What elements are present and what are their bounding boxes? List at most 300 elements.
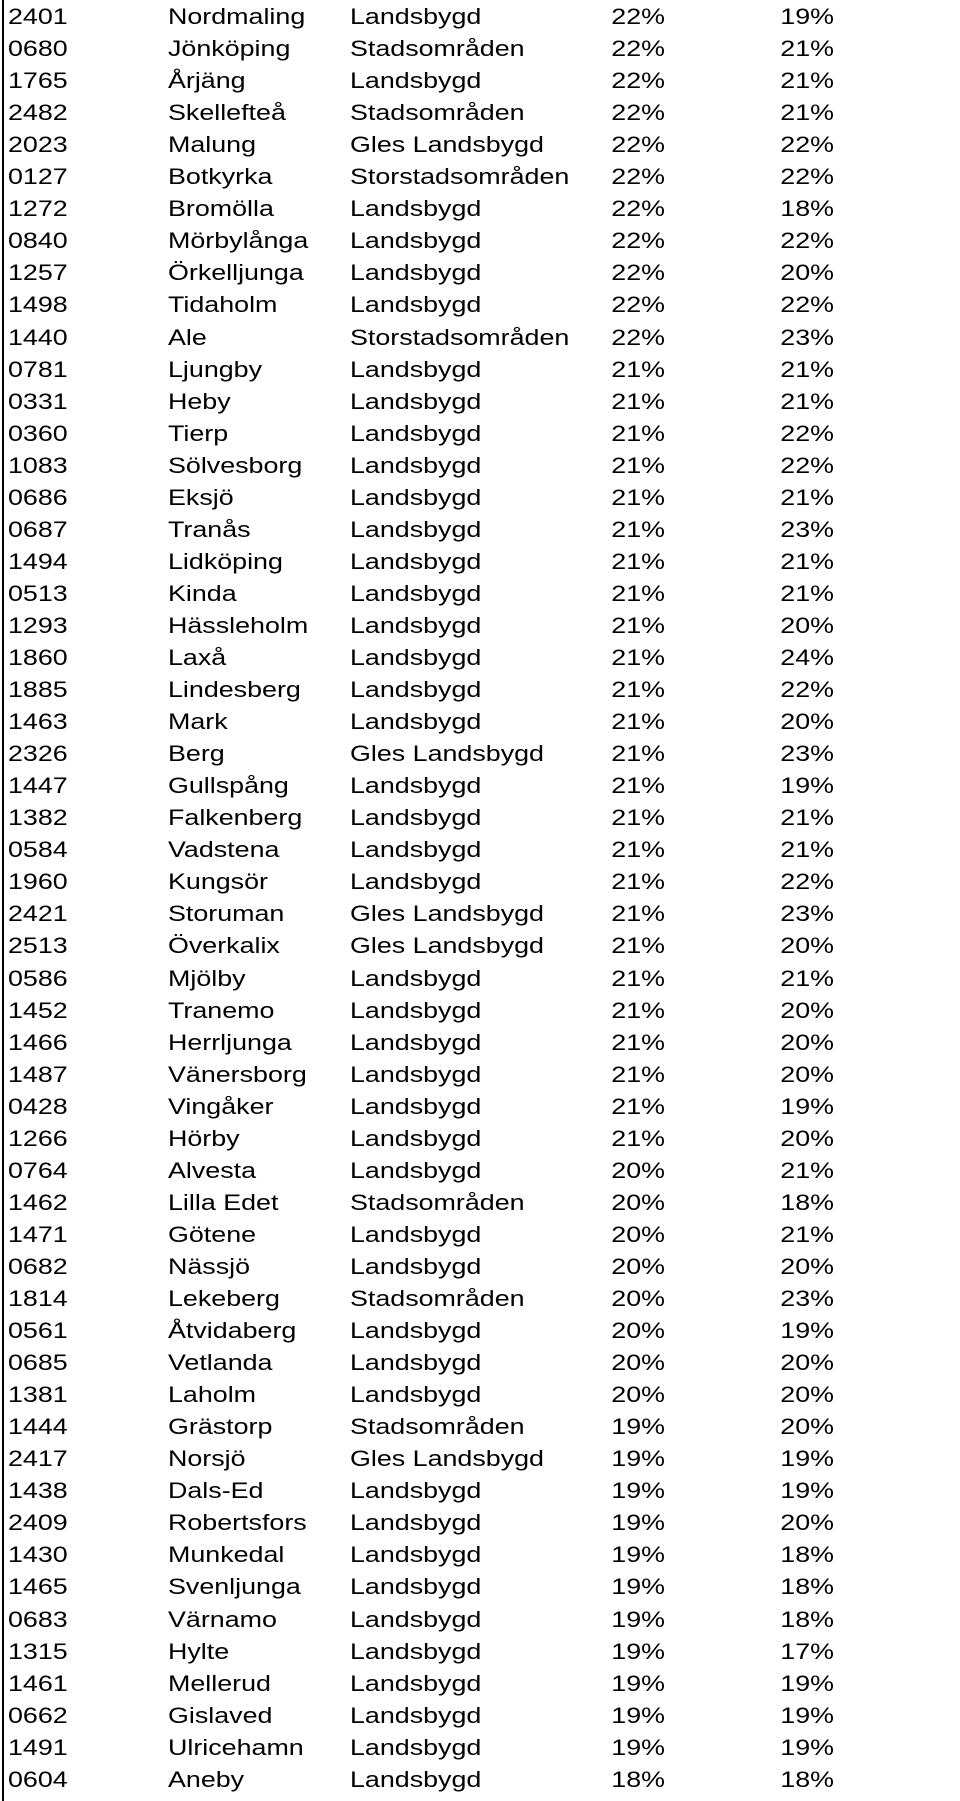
table-row (0, 1, 960, 33)
cell-area-type: Landsbygd (350, 1734, 482, 1760)
cell-code: 1885 (8, 677, 68, 703)
cell-percent-b: 19% (780, 1702, 834, 1728)
cell-percent-a: 20% (611, 1382, 665, 1408)
cell-code: 1462 (8, 1189, 68, 1215)
cell-code: 0360 (8, 420, 68, 446)
cell-percent-b: 18% (780, 1606, 834, 1632)
cell-municipality: Gislaved (168, 1702, 273, 1728)
cell-area-type: Landsbygd (350, 68, 482, 94)
cell-code: 1447 (8, 773, 68, 799)
cell-percent-b: 18% (780, 1542, 834, 1568)
cell-area-type: Gles Landsbygd (350, 1446, 544, 1472)
cell-code: 2023 (8, 132, 68, 158)
cell-percent-b: 21% (780, 580, 834, 606)
cell-code: 1083 (8, 452, 68, 478)
cell-percent-b: 23% (780, 516, 834, 542)
cell-code: 2482 (8, 100, 68, 126)
cell-percent-a: 21% (611, 645, 665, 670)
cell-municipality: Mörbylånga (168, 228, 309, 254)
cell-code: 2513 (8, 933, 68, 959)
cell-percent-b: 18% (780, 1766, 834, 1792)
cell-code: 1315 (8, 1638, 68, 1664)
cell-percent-b: 22% (780, 452, 834, 478)
table-row (0, 1219, 960, 1251)
cell-code: 1463 (8, 709, 68, 735)
cell-municipality: Sölvesborg (168, 452, 303, 478)
cell-percent-b: 20% (780, 1382, 834, 1408)
table-row (0, 193, 960, 225)
cell-municipality: Heby (168, 388, 231, 414)
cell-code: 0513 (8, 580, 68, 606)
cell-code: 2401 (8, 4, 68, 29)
cell-code: 1765 (8, 68, 68, 94)
cell-area-type: Landsbygd (350, 580, 482, 606)
table-row (0, 802, 960, 834)
cell-area-type: Landsbygd (350, 1382, 482, 1408)
cell-code: 0127 (8, 164, 68, 190)
cell-percent-a: 21% (611, 1029, 665, 1055)
cell-percent-a: 22% (611, 260, 665, 286)
cell-area-type: Storstadsområden (350, 324, 570, 350)
cell-code: 2409 (8, 1510, 68, 1536)
cell-municipality: Mellerud (168, 1670, 271, 1696)
table-row (0, 33, 960, 65)
table-row (0, 1636, 960, 1668)
cell-percent-b: 21% (780, 1221, 834, 1247)
cell-code: 1266 (8, 1125, 68, 1151)
cell-percent-b: 19% (780, 1446, 834, 1472)
cell-municipality: Ale (168, 324, 207, 350)
cell-percent-a: 19% (611, 1446, 665, 1472)
cell-percent-b: 17% (780, 1638, 834, 1664)
cell-municipality: Lindesberg (168, 677, 301, 703)
cell-code: 0662 (8, 1702, 68, 1728)
table-row (0, 995, 960, 1027)
cell-percent-b: 23% (780, 1286, 834, 1311)
cell-code: 1466 (8, 1029, 68, 1055)
table-row (0, 1571, 960, 1603)
cell-municipality: Alvesta (168, 1157, 257, 1183)
cell-code: 0685 (8, 1350, 68, 1376)
cell-code: 1444 (8, 1414, 68, 1440)
cell-percent-b: 23% (780, 741, 834, 767)
table-row (0, 1604, 960, 1636)
cell-municipality: Örkelljunga (168, 260, 304, 286)
cell-percent-b: 22% (780, 164, 834, 190)
cell-area-type: Landsbygd (350, 1766, 482, 1792)
cell-area-type: Landsbygd (350, 1125, 482, 1151)
cell-area-type: Landsbygd (350, 196, 482, 222)
cell-percent-b: 21% (780, 100, 834, 126)
cell-municipality: Tierp (168, 420, 229, 446)
cell-code: 1293 (8, 612, 68, 638)
cell-area-type: Stadsområden (350, 1286, 525, 1311)
cell-percent-b: 21% (780, 965, 834, 991)
table-row (0, 1315, 960, 1347)
cell-area-type: Landsbygd (350, 484, 482, 510)
table-row (0, 770, 960, 802)
cell-percent-b: 20% (780, 709, 834, 735)
cell-area-type: Landsbygd (350, 1093, 482, 1119)
cell-code: 0764 (8, 1157, 68, 1183)
cell-percent-a: 21% (611, 580, 665, 606)
cell-percent-b: 20% (780, 1061, 834, 1087)
table-row (0, 866, 960, 898)
cell-percent-b: 21% (780, 805, 834, 831)
cell-municipality: Dals-Ed (168, 1478, 264, 1504)
cell-percent-a: 21% (611, 837, 665, 863)
cell-percent-b: 19% (780, 1318, 834, 1344)
cell-percent-a: 22% (611, 68, 665, 94)
table-row (0, 546, 960, 578)
cell-municipality: Lidköping (168, 548, 283, 574)
cell-code: 1381 (8, 1382, 68, 1408)
cell-municipality: Gullspång (168, 773, 289, 799)
cell-code: 0604 (8, 1766, 68, 1792)
cell-percent-a: 20% (611, 1318, 665, 1344)
table-row (0, 1732, 960, 1764)
table-row (0, 1411, 960, 1443)
cell-area-type: Landsbygd (350, 709, 482, 735)
cell-area-type: Landsbygd (350, 677, 482, 703)
cell-percent-a: 21% (611, 901, 665, 927)
cell-area-type: Landsbygd (350, 4, 482, 29)
cell-percent-a: 21% (611, 356, 665, 382)
cell-municipality: Falkenberg (168, 805, 303, 831)
cell-percent-b: 20% (780, 1414, 834, 1440)
cell-code: 1860 (8, 645, 68, 670)
cell-municipality: Vänersborg (168, 1061, 307, 1087)
cell-percent-a: 21% (611, 484, 665, 510)
cell-area-type: Landsbygd (350, 452, 482, 478)
cell-municipality: Tranemo (168, 997, 275, 1023)
cell-area-type: Landsbygd (350, 1574, 482, 1600)
cell-percent-a: 21% (611, 1061, 665, 1087)
cell-percent-b: 20% (780, 997, 834, 1023)
cell-municipality: Grästorp (168, 1414, 273, 1440)
cell-percent-a: 20% (611, 1253, 665, 1279)
cell-area-type: Landsbygd (350, 1510, 482, 1536)
cell-percent-a: 21% (611, 388, 665, 414)
cell-area-type: Landsbygd (350, 965, 482, 991)
cell-area-type: Landsbygd (350, 837, 482, 863)
table-row (0, 674, 960, 706)
table-row (0, 1700, 960, 1732)
cell-municipality: Laholm (168, 1382, 257, 1408)
cell-code: 0682 (8, 1253, 68, 1279)
cell-code: 1272 (8, 196, 68, 222)
cell-percent-a: 20% (611, 1189, 665, 1215)
cell-area-type: Landsbygd (350, 1702, 482, 1728)
cell-area-type: Landsbygd (350, 1478, 482, 1504)
cell-municipality: Lekeberg (168, 1286, 280, 1311)
cell-percent-a: 22% (611, 292, 665, 318)
cell-percent-a: 18% (611, 1766, 665, 1792)
cell-percent-b: 20% (780, 1510, 834, 1536)
cell-area-type: Landsbygd (350, 1638, 482, 1664)
cell-code: 1382 (8, 805, 68, 831)
cell-percent-b: 21% (780, 484, 834, 510)
cell-municipality: Botkyrka (168, 164, 273, 190)
cell-code: 0586 (8, 965, 68, 991)
cell-municipality: Eksjö (168, 484, 234, 510)
cell-area-type: Landsbygd (350, 548, 482, 574)
cell-percent-a: 21% (611, 1093, 665, 1119)
cell-area-type: Storstadsområden (350, 164, 570, 190)
cell-percent-a: 19% (611, 1606, 665, 1632)
cell-area-type: Stadsområden (350, 1414, 525, 1440)
cell-municipality: Ljungby (168, 356, 263, 382)
cell-area-type: Gles Landsbygd (350, 741, 544, 767)
cell-code: 1465 (8, 1574, 68, 1600)
cell-code: 1960 (8, 869, 68, 895)
cell-area-type: Landsbygd (350, 1157, 482, 1183)
cell-municipality: Bromölla (168, 196, 274, 222)
cell-percent-a: 21% (611, 997, 665, 1023)
cell-percent-b: 21% (780, 548, 834, 574)
cell-code: 0840 (8, 228, 68, 254)
table-row (0, 963, 960, 995)
cell-percent-a: 20% (611, 1350, 665, 1376)
cell-code: 1452 (8, 997, 68, 1023)
cell-area-type: Landsbygd (350, 1061, 482, 1087)
cell-municipality: Norsjö (168, 1446, 246, 1472)
table-row (0, 1187, 960, 1219)
table-row (0, 1251, 960, 1283)
cell-area-type: Landsbygd (350, 356, 482, 382)
cell-percent-b: 22% (780, 677, 834, 703)
cell-area-type: Gles Landsbygd (350, 933, 544, 959)
cell-percent-b: 21% (780, 837, 834, 863)
table-row (0, 1155, 960, 1187)
table-row (0, 578, 960, 610)
cell-area-type: Landsbygd (350, 516, 482, 542)
cell-percent-b: 22% (780, 132, 834, 158)
cell-code: 1487 (8, 1061, 68, 1087)
cell-municipality: Nässjö (168, 1253, 251, 1279)
cell-code: 1498 (8, 292, 68, 318)
cell-municipality: Ulricehamn (168, 1734, 304, 1760)
table-row (0, 610, 960, 642)
cell-area-type: Landsbygd (350, 1670, 482, 1696)
cell-code: 0686 (8, 484, 68, 510)
cell-code: 1257 (8, 260, 68, 286)
table-row (0, 322, 960, 354)
cell-code: 2326 (8, 741, 68, 767)
cell-code: 2417 (8, 1446, 68, 1472)
cell-area-type: Stadsområden (350, 36, 525, 62)
cell-area-type: Stadsområden (350, 1189, 525, 1215)
cell-percent-a: 21% (611, 805, 665, 831)
cell-percent-a: 19% (611, 1542, 665, 1568)
cell-percent-b: 22% (780, 292, 834, 318)
table-row (0, 418, 960, 450)
cell-municipality: Jönköping (168, 36, 291, 62)
cell-area-type: Landsbygd (350, 1350, 482, 1376)
cell-municipality: Åtvidaberg (168, 1318, 297, 1344)
cell-municipality: Malung (168, 132, 257, 158)
cell-area-type: Landsbygd (350, 1542, 482, 1568)
table-row (0, 289, 960, 321)
cell-municipality: Götene (168, 1221, 257, 1247)
cell-area-type: Landsbygd (350, 869, 482, 895)
table-row (0, 834, 960, 866)
cell-percent-a: 19% (611, 1414, 665, 1440)
cell-percent-a: 19% (611, 1574, 665, 1600)
cell-code: 0680 (8, 36, 68, 62)
cell-code: 2421 (8, 901, 68, 927)
cell-code: 1471 (8, 1221, 68, 1247)
cell-municipality: Hörby (168, 1125, 240, 1151)
cell-area-type: Landsbygd (350, 997, 482, 1023)
cell-percent-a: 22% (611, 4, 665, 29)
cell-percent-b: 20% (780, 1253, 834, 1279)
cell-percent-a: 22% (611, 132, 665, 158)
table-row (0, 1283, 960, 1315)
cell-area-type: Landsbygd (350, 805, 482, 831)
cell-percent-a: 22% (611, 164, 665, 190)
cell-percent-a: 21% (611, 677, 665, 703)
table-row (0, 898, 960, 930)
table-row (0, 129, 960, 161)
cell-area-type: Landsbygd (350, 1606, 482, 1632)
cell-percent-a: 20% (611, 1157, 665, 1183)
cell-code: 0687 (8, 516, 68, 542)
cell-municipality: Berg (168, 741, 225, 767)
cell-municipality: Vadstena (168, 837, 280, 863)
cell-percent-b: 20% (780, 612, 834, 638)
cell-municipality: Storuman (168, 901, 285, 927)
cell-percent-a: 20% (611, 1221, 665, 1247)
cell-code: 1440 (8, 324, 68, 350)
table-row (0, 930, 960, 962)
cell-municipality: Värnamo (168, 1606, 277, 1632)
cell-percent-b: 19% (780, 1734, 834, 1760)
cell-percent-a: 19% (611, 1478, 665, 1504)
table-row (0, 706, 960, 738)
table-row (0, 450, 960, 482)
cell-percent-b: 21% (780, 68, 834, 94)
table-row (0, 1475, 960, 1507)
cell-percent-b: 20% (780, 933, 834, 959)
table-row (0, 1379, 960, 1411)
table-row (0, 642, 960, 674)
cell-percent-a: 21% (611, 420, 665, 446)
cell-percent-a: 21% (611, 709, 665, 735)
cell-municipality: Mjölby (168, 965, 246, 991)
cell-percent-a: 22% (611, 324, 665, 350)
cell-percent-a: 21% (611, 965, 665, 991)
cell-percent-b: 19% (780, 1093, 834, 1119)
table-row (0, 1764, 960, 1796)
cell-percent-a: 21% (611, 548, 665, 574)
cell-percent-b: 20% (780, 1125, 834, 1151)
cell-percent-a: 22% (611, 36, 665, 62)
cell-municipality: Robertsfors (168, 1510, 307, 1536)
cell-municipality: Lilla Edet (168, 1189, 279, 1215)
table-row (0, 1027, 960, 1059)
cell-area-type: Gles Landsbygd (350, 132, 544, 158)
cell-percent-a: 21% (611, 773, 665, 799)
cell-municipality: Vetlanda (168, 1350, 273, 1376)
cell-percent-b: 23% (780, 901, 834, 927)
cell-percent-a: 21% (611, 452, 665, 478)
table-row (0, 1668, 960, 1700)
cell-percent-a: 19% (611, 1702, 665, 1728)
cell-percent-a: 22% (611, 100, 665, 126)
cell-municipality: Skellefteå (168, 100, 286, 126)
cell-municipality: Kungsör (168, 869, 268, 895)
cell-municipality: Årjäng (168, 68, 246, 94)
cell-area-type: Landsbygd (350, 388, 482, 414)
table-row (0, 1443, 960, 1475)
cell-percent-a: 19% (611, 1510, 665, 1536)
cell-percent-a: 19% (611, 1670, 665, 1696)
cell-percent-b: 19% (780, 1670, 834, 1696)
table-row (0, 1347, 960, 1379)
cell-percent-a: 21% (611, 741, 665, 767)
cell-percent-b: 24% (780, 645, 834, 670)
cell-percent-b: 21% (780, 1157, 834, 1183)
table-row (0, 386, 960, 418)
table-row (0, 161, 960, 193)
cell-code: 1494 (8, 548, 68, 574)
cell-area-type: Landsbygd (350, 292, 482, 318)
table-row (0, 514, 960, 546)
table-row (0, 97, 960, 129)
cell-municipality: Kinda (168, 580, 237, 606)
cell-municipality: Svenljunga (168, 1574, 301, 1600)
cell-percent-b: 18% (780, 1574, 834, 1600)
cell-percent-a: 21% (611, 869, 665, 895)
table-row (0, 257, 960, 289)
cell-percent-b: 19% (780, 1478, 834, 1504)
cell-area-type: Landsbygd (350, 773, 482, 799)
table-row (0, 65, 960, 97)
cell-percent-a: 21% (611, 612, 665, 638)
cell-code: 1430 (8, 1542, 68, 1568)
cell-percent-a: 21% (611, 933, 665, 959)
cell-area-type: Landsbygd (350, 1253, 482, 1279)
cell-municipality: Laxå (168, 645, 227, 670)
cell-code: 0584 (8, 837, 68, 863)
cell-percent-a: 19% (611, 1734, 665, 1760)
cell-area-type: Landsbygd (350, 645, 482, 670)
table-row (0, 738, 960, 770)
cell-percent-b: 20% (780, 1029, 834, 1055)
cell-percent-b: 18% (780, 1189, 834, 1215)
cell-percent-b: 23% (780, 324, 834, 350)
cell-percent-b: 21% (780, 388, 834, 414)
cell-percent-b: 21% (780, 36, 834, 62)
cell-percent-b: 21% (780, 356, 834, 382)
cell-municipality: Munkedal (168, 1542, 285, 1568)
cell-percent-a: 21% (611, 516, 665, 542)
cell-area-type: Landsbygd (350, 420, 482, 446)
cell-area-type: Landsbygd (350, 228, 482, 254)
cell-municipality: Vingåker (168, 1093, 274, 1119)
cell-municipality: Tranås (168, 516, 251, 542)
cell-percent-b: 19% (780, 4, 834, 29)
cell-area-type: Landsbygd (350, 1318, 482, 1344)
cell-code: 0331 (8, 388, 68, 414)
table-row (0, 1507, 960, 1539)
cell-area-type: Landsbygd (350, 260, 482, 286)
cell-municipality: Herrljunga (168, 1029, 292, 1055)
cell-municipality: Överkalix (168, 933, 280, 959)
cell-code: 1438 (8, 1478, 68, 1504)
cell-percent-a: 21% (611, 1125, 665, 1151)
